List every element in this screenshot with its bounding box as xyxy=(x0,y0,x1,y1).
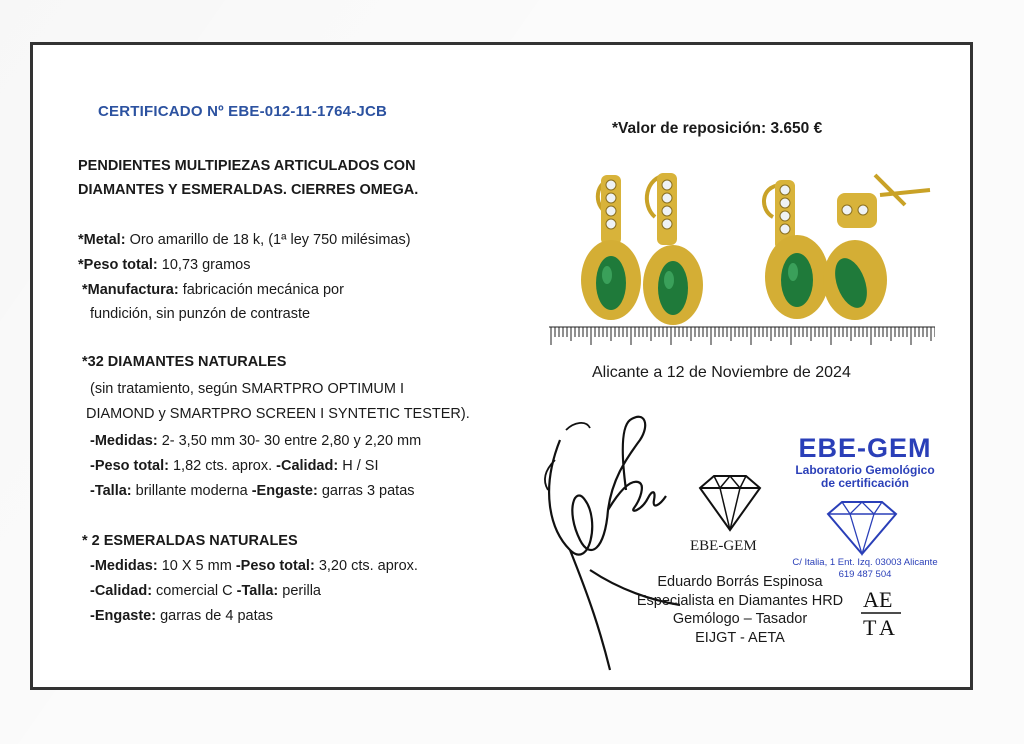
stamp-subtitle-1: Laboratorio Gemológico xyxy=(795,463,935,477)
diamonds-desc-1: (sin tratamiento, según SMARTPRO OPTIMUM I xyxy=(90,381,404,397)
stamp-title: EBE-GEM xyxy=(798,433,932,463)
emeralds-measures-label: -Medidas: xyxy=(90,558,158,574)
metal-label: *Metal: xyxy=(78,232,126,248)
certificate-number: CERTIFICADO Nº EBE-012-11-1764-JCB xyxy=(98,103,388,120)
place-and-date: Alicante a 12 de Noviembre de 2024 xyxy=(592,364,851,381)
diamonds-measures-label: -Medidas: xyxy=(90,433,158,449)
measurement-ruler xyxy=(549,323,935,345)
emeralds-setting-row xyxy=(90,607,273,625)
diamonds-setting-value: garras 3 patas xyxy=(317,483,415,499)
emeralds-weight-label: -Peso total: xyxy=(235,558,315,574)
lab-stamp xyxy=(780,433,950,580)
stamp-diamond-icon xyxy=(822,498,902,558)
earrings-photo xyxy=(575,165,935,325)
diamonds-cut-setting-row xyxy=(90,482,415,500)
diamonds-weight-label: -Peso total: xyxy=(90,458,169,474)
manufacture-value-2: fundición, sin punzón de contraste xyxy=(90,306,311,322)
earring-right-2 xyxy=(823,175,930,320)
product-title-line-2: DIAMANTES Y ESMERALDAS. CIERRES OMEGA. xyxy=(78,182,419,198)
emeralds-cut-label: -Talla: xyxy=(236,583,279,599)
diamonds-cut-value: brillante moderna xyxy=(131,483,252,499)
emeralds-cut-value: perilla xyxy=(278,583,321,599)
earring-left-2 xyxy=(643,173,703,325)
weight-label: *Peso total: xyxy=(78,257,158,273)
emeralds-quality-label: -Calidad: xyxy=(90,583,153,599)
emeralds-weight-value: 3,20 cts. aprox. xyxy=(314,558,418,574)
appraiser-role-1: Especialista en Diamantes HRD xyxy=(636,592,844,609)
manufacture-row xyxy=(82,281,344,299)
stamp-phone: 619 487 504 xyxy=(838,569,892,580)
replacement-value: *Valor de reposición: 3.650 € xyxy=(612,120,823,137)
diamonds-weight-quality-row xyxy=(90,457,378,475)
aeta-logo xyxy=(857,583,907,643)
diamonds-heading: *32 DIAMANTES NATURALES xyxy=(82,354,287,370)
diamonds-desc-2: DIAMOND y SMARTPRO SCREEN I SYNTETIC TESTER). xyxy=(86,406,470,422)
diamonds-setting-label: -Engaste: xyxy=(251,483,318,499)
emeralds-heading: * 2 ESMERALDAS NATURALES xyxy=(82,533,298,549)
svg-text:A: A xyxy=(863,587,879,612)
metal-value: Oro amarillo de 18 k, (1ª ley 750 milésimas) xyxy=(125,232,411,248)
earring-right-1 xyxy=(764,180,829,319)
product-title-line-1: PENDIENTES MULTIPIEZAS ARTICULADOS CON xyxy=(78,158,416,174)
diamonds-quality-label: -Calidad: xyxy=(276,458,339,474)
diamonds-quality-value: H / SI xyxy=(338,458,379,474)
emeralds-quality-value: comercial C xyxy=(152,583,237,599)
appraiser-association: EIJGT - AETA xyxy=(695,629,785,646)
appraiser-name: Eduardo Borrás Espinosa xyxy=(657,574,823,590)
svg-text:E: E xyxy=(879,587,893,612)
stamp-address: C/ Italia, 1 Ent. Izq. 03003 Alicante xyxy=(792,557,938,568)
diamonds-cut-label: -Talla: xyxy=(90,483,132,499)
emeralds-measures-weight-row xyxy=(90,557,418,575)
metal-row xyxy=(78,231,411,249)
diamonds-weight-value: 1,82 cts. aprox. xyxy=(168,458,277,474)
weight-value: 10,73 gramos xyxy=(157,257,251,273)
weight-row xyxy=(78,256,250,274)
earring-left-1 xyxy=(581,175,641,320)
ebe-gem-diamond-logo xyxy=(690,470,770,540)
appraiser-block xyxy=(625,573,855,647)
diamonds-measures-row xyxy=(90,432,421,450)
manufacture-value: fabricación mecánica por xyxy=(178,282,344,298)
svg-text:A: A xyxy=(879,615,895,640)
manufacture-label: *Manufactura: xyxy=(82,282,179,298)
emeralds-setting-label: -Engaste: xyxy=(90,608,157,624)
emeralds-quality-cut-row xyxy=(90,582,321,600)
stamp-subtitle-2: de certificación xyxy=(820,476,910,490)
emeralds-setting-value: garras de 4 patas xyxy=(156,608,273,624)
appraiser-role-2: Gemólogo – Tasador xyxy=(672,611,808,627)
svg-text:T: T xyxy=(863,615,877,640)
emeralds-measures-value: 10 X 5 mm xyxy=(157,558,236,574)
ebe-gem-logo-text: EBE-GEM xyxy=(690,538,757,554)
diamonds-measures-value: 2- 3,50 mm 30- 30 entre 2,80 y 2,20 mm xyxy=(157,433,422,449)
